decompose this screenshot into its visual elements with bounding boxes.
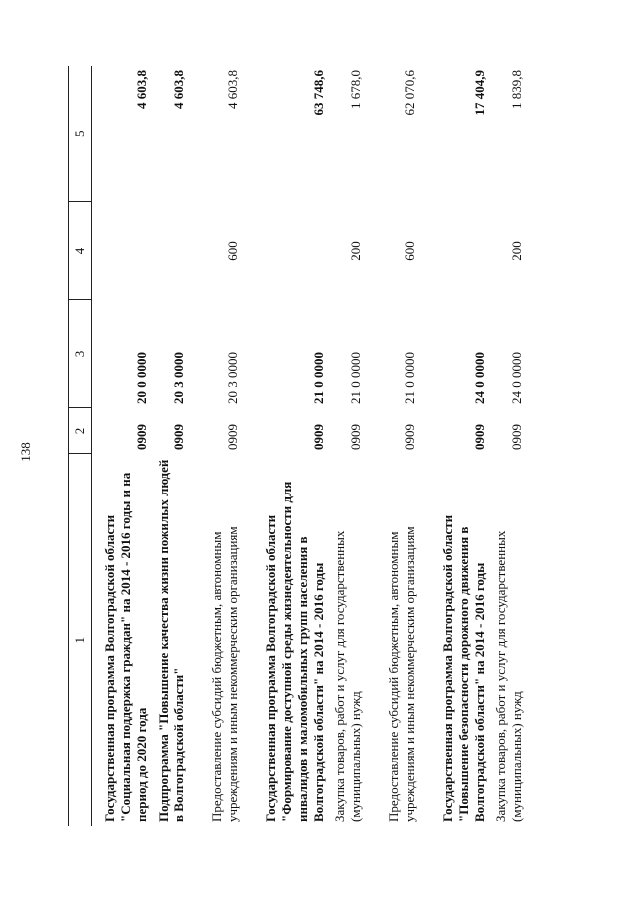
row-name: Закупка товаров, работ и услуг для государственных (муниципальных) нужд — [493, 530, 525, 822]
spacer-row — [421, 66, 437, 826]
table-row — [260, 66, 329, 826]
row-section: 0909 — [402, 424, 418, 450]
row-expense-type: 600 — [225, 241, 241, 261]
row-sum: 62 070,6 — [402, 70, 418, 116]
rotated-table-wrapper — [68, 66, 628, 826]
spacer-row — [190, 66, 206, 826]
spacer-row — [244, 66, 260, 826]
row-sum: 17 404,9 — [471, 70, 487, 116]
row-section: 0909 — [133, 424, 149, 450]
header-col-5: 5 — [69, 66, 92, 202]
page-number: 138 — [18, 442, 33, 462]
row-name: Закупка товаров, работ и услуг для государственных (муниципальных) нужд — [332, 530, 364, 822]
table-row — [153, 66, 191, 826]
row-target-code: 21 0 0000 — [310, 352, 326, 404]
row-sum: 1 839,8 — [509, 70, 525, 109]
row-section: 0909 — [509, 424, 525, 450]
row-target-code: 24 0 0000 — [471, 352, 487, 404]
row-section: 0909 — [471, 424, 487, 450]
row-expense-type — [92, 202, 153, 300]
row-expense-type: 200 — [348, 241, 364, 261]
row-target-code: 21 0 0000 — [348, 352, 364, 404]
table-row — [383, 66, 421, 826]
header-col-4: 4 — [69, 202, 92, 300]
row-sum: 4 603,8 — [171, 70, 187, 109]
row-sum: 4 603,8 — [133, 70, 149, 109]
row-name: Предоставление субсидий бюджетным, автономным учреждениям и иным некоммерческим организациям — [209, 526, 241, 822]
row-sum: 1 678,0 — [348, 70, 364, 109]
row-name: Государственная программа Волгоградской области "Формирование доступной среды жизнедеятельности для инвалидов и маломобильных групп населения в Волгоградской области" на 2014 - 2016 годы — [263, 481, 326, 822]
row-target-code: 20 3 0000 — [171, 352, 187, 404]
row-expense-type — [260, 202, 329, 300]
header-col-1: 1 — [69, 454, 92, 826]
row-name: Подпрограмма "Повышение качества жизни пожилых людей в Волгоградской области" — [155, 459, 187, 822]
row-target-code: 20 0 0000 — [133, 352, 149, 404]
table-row — [490, 66, 528, 826]
budget-table — [68, 66, 528, 826]
row-section: 0909 — [310, 424, 326, 450]
table-header-row — [69, 66, 92, 826]
table-row — [437, 66, 491, 826]
row-sum: 63 748,6 — [310, 70, 326, 116]
header-col-2: 2 — [69, 408, 92, 454]
row-name: Государственная программа Волгоградской области "Социальная поддержка граждан" на 2014 - 2016 годы и на период до 2020 года — [102, 472, 149, 822]
row-section: 0909 — [171, 424, 187, 450]
spacer-row — [367, 66, 383, 826]
header-col-3: 3 — [69, 300, 92, 408]
row-target-code: 21 0 0000 — [402, 352, 418, 404]
row-name: Государственная программа Волгоградской области "Повышение безопасности дорожного движения в Волгоградской области" на 2014 - 2016 годы — [439, 514, 487, 822]
table-row — [329, 66, 367, 826]
table-row — [206, 66, 244, 826]
row-name: Предоставление субсидий бюджетным, автономным учреждениям и иным некоммерческим организациям — [386, 526, 418, 822]
row-section: 0909 — [348, 424, 364, 450]
row-expense-type: 200 — [509, 241, 525, 261]
row-target-code: 20 3 0000 — [225, 352, 241, 404]
row-section: 0909 — [225, 424, 241, 450]
row-expense-type — [437, 202, 491, 300]
table-row — [92, 66, 153, 826]
row-expense-type: 600 — [402, 241, 418, 261]
row-target-code: 24 0 0000 — [509, 352, 525, 404]
row-sum: 4 603,8 — [225, 70, 241, 109]
row-expense-type — [153, 202, 191, 300]
